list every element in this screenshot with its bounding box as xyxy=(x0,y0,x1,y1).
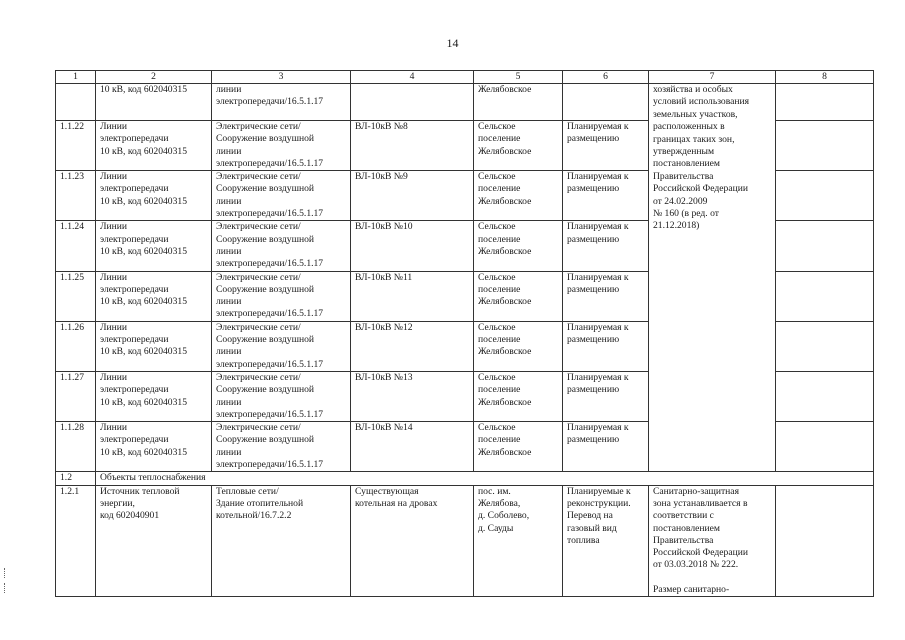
cell-location: Сельское поселение Желябовское xyxy=(474,321,563,371)
cell-zone: хозяйства и особых условий использования земельных участков, расположенных в границах таких зон, утвержденным постановлением Правительства Российской Федерации от 24.02.2009 № 160 (в ред. от 21.12.2018) xyxy=(649,84,776,472)
cell-location: Сельское поселение Желябовское xyxy=(474,121,563,171)
cell-note xyxy=(776,171,874,221)
cell-type: Электрические сети/ Сооружение воздушной линии электропередачи/16.5.1.17 xyxy=(212,171,351,221)
cell-status: Планируемая к размещению xyxy=(563,121,649,171)
cell-num: 1.2 xyxy=(56,472,96,485)
cell-status: Планируемая к размещению xyxy=(563,171,649,221)
cell-name: Линии электропередачи 10 кВ, код 602040315 xyxy=(96,121,212,171)
cell-name: Линии электропередачи 10 кВ, код 602040315 xyxy=(96,221,212,271)
cell-location: Сельское поселение Желябовское xyxy=(474,171,563,221)
cell-location: пос. им. Желябова, д. Соболево, д. Сауды xyxy=(474,485,563,597)
section-row xyxy=(56,472,874,485)
cell-location: Сельское поселение Желябовское xyxy=(474,371,563,421)
cell-zone: Санитарно-защитная зона устанавливается в соответствии с постановлением Правительства Российской Федерации от 03.03.2018 № 222. Размер санитарно- xyxy=(649,485,776,597)
header-cell-2: 2 xyxy=(96,71,212,84)
cell-num xyxy=(56,84,96,121)
cell-type: Электрические сети/ Сооружение воздушной линии электропередачи/16.5.1.17 xyxy=(212,422,351,472)
cell-note xyxy=(776,121,874,171)
header-cell-4: 4 xyxy=(351,71,474,84)
cell-name: 10 кВ, код 602040315 xyxy=(96,84,212,121)
cell-note xyxy=(776,271,874,321)
cell-note xyxy=(776,321,874,371)
cell-status: Планируемая к размещению xyxy=(563,221,649,271)
cell-num: 1.2.1 xyxy=(56,485,96,597)
cell-title xyxy=(351,84,474,121)
cell-name: Линии электропередачи 10 кВ, код 602040315 xyxy=(96,371,212,421)
header-cell-3: 3 xyxy=(212,71,351,84)
cell-title: ВЛ-10кВ №8 xyxy=(351,121,474,171)
cell-num: 1.1.28 xyxy=(56,422,96,472)
cell-num: 1.1.23 xyxy=(56,171,96,221)
cell-type: Тепловые сети/ Здание отопительной котельной/16.7.2.2 xyxy=(212,485,351,597)
cell-status: Планируемая к размещению xyxy=(563,371,649,421)
cell-note xyxy=(776,221,874,271)
header-row xyxy=(56,71,874,84)
cell-type: Электрические сети/ Сооружение воздушной линии электропередачи/16.5.1.17 xyxy=(212,271,351,321)
cell-location: Желябовское xyxy=(474,84,563,121)
cell-status: Планируемые к реконструкции. Перевод на газовый вид топлива xyxy=(563,485,649,597)
cell-note xyxy=(776,371,874,421)
cell-name: Линии электропередачи 10 кВ, код 602040315 xyxy=(96,422,212,472)
table-row xyxy=(56,84,874,121)
cell-name: Линии электропередачи 10 кВ, код 602040315 xyxy=(96,171,212,221)
header-cell-7: 7 xyxy=(649,71,776,84)
cell-num: 1.1.25 xyxy=(56,271,96,321)
header-cell-8: 8 xyxy=(776,71,874,84)
cell-title: Существующая котельная на дровах xyxy=(351,485,474,597)
cell-num: 1.1.27 xyxy=(56,371,96,421)
cell-location: Сельское поселение Желябовское xyxy=(474,422,563,472)
cell-title: ВЛ-10кВ №11 xyxy=(351,271,474,321)
cell-note xyxy=(776,485,874,597)
cell-status: Планируемая к размещению xyxy=(563,321,649,371)
cell-note xyxy=(776,84,874,121)
objects-table xyxy=(55,70,874,597)
binding-mark xyxy=(4,568,7,578)
cell-title: ВЛ-10кВ №13 xyxy=(351,371,474,421)
cell-status xyxy=(563,84,649,121)
cell-type: Электрические сети/ Сооружение воздушной линии электропередачи/16.5.1.17 xyxy=(212,221,351,271)
header-cell-1: 1 xyxy=(56,71,96,84)
cell-name: Источник тепловой энергии, код 602040901 xyxy=(96,485,212,597)
cell-num: 1.1.24 xyxy=(56,221,96,271)
cell-status: Планируемая к размещению xyxy=(563,422,649,472)
page-number: 14 xyxy=(446,36,459,50)
cell-title: ВЛ-10кВ №9 xyxy=(351,171,474,221)
cell-type: Электрические сети/ Сооружение воздушной линии электропередачи/16.5.1.17 xyxy=(212,321,351,371)
cell-location: Сельское поселение Желябовское xyxy=(474,271,563,321)
header-cell-6: 6 xyxy=(563,71,649,84)
cell-note xyxy=(776,422,874,472)
cell-location: Сельское поселение Желябовское xyxy=(474,221,563,271)
header-cell-5: 5 xyxy=(474,71,563,84)
cell-title: ВЛ-10кВ №12 xyxy=(351,321,474,371)
cell-title: ВЛ-10кВ №14 xyxy=(351,422,474,472)
cell-num: 1.1.26 xyxy=(56,321,96,371)
cell-num: 1.1.22 xyxy=(56,121,96,171)
cell-type: Электрические сети/ Сооружение воздушной линии электропередачи/16.5.1.17 xyxy=(212,121,351,171)
cell-name: Линии электропередачи 10 кВ, код 602040315 xyxy=(96,271,212,321)
cell-type: Электрические сети/ Сооружение воздушной линии электропередачи/16.5.1.17 xyxy=(212,371,351,421)
binding-mark xyxy=(4,583,7,593)
table-row xyxy=(56,485,874,597)
cell-type: линии электропередачи/16.5.1.17 xyxy=(212,84,351,121)
cell-title: ВЛ-10кВ №10 xyxy=(351,221,474,271)
section-title: Объекты теплоснабжения xyxy=(96,472,874,485)
cell-status: Планируемая к размещению xyxy=(563,271,649,321)
cell-name: Линии электропередачи 10 кВ, код 602040315 xyxy=(96,321,212,371)
